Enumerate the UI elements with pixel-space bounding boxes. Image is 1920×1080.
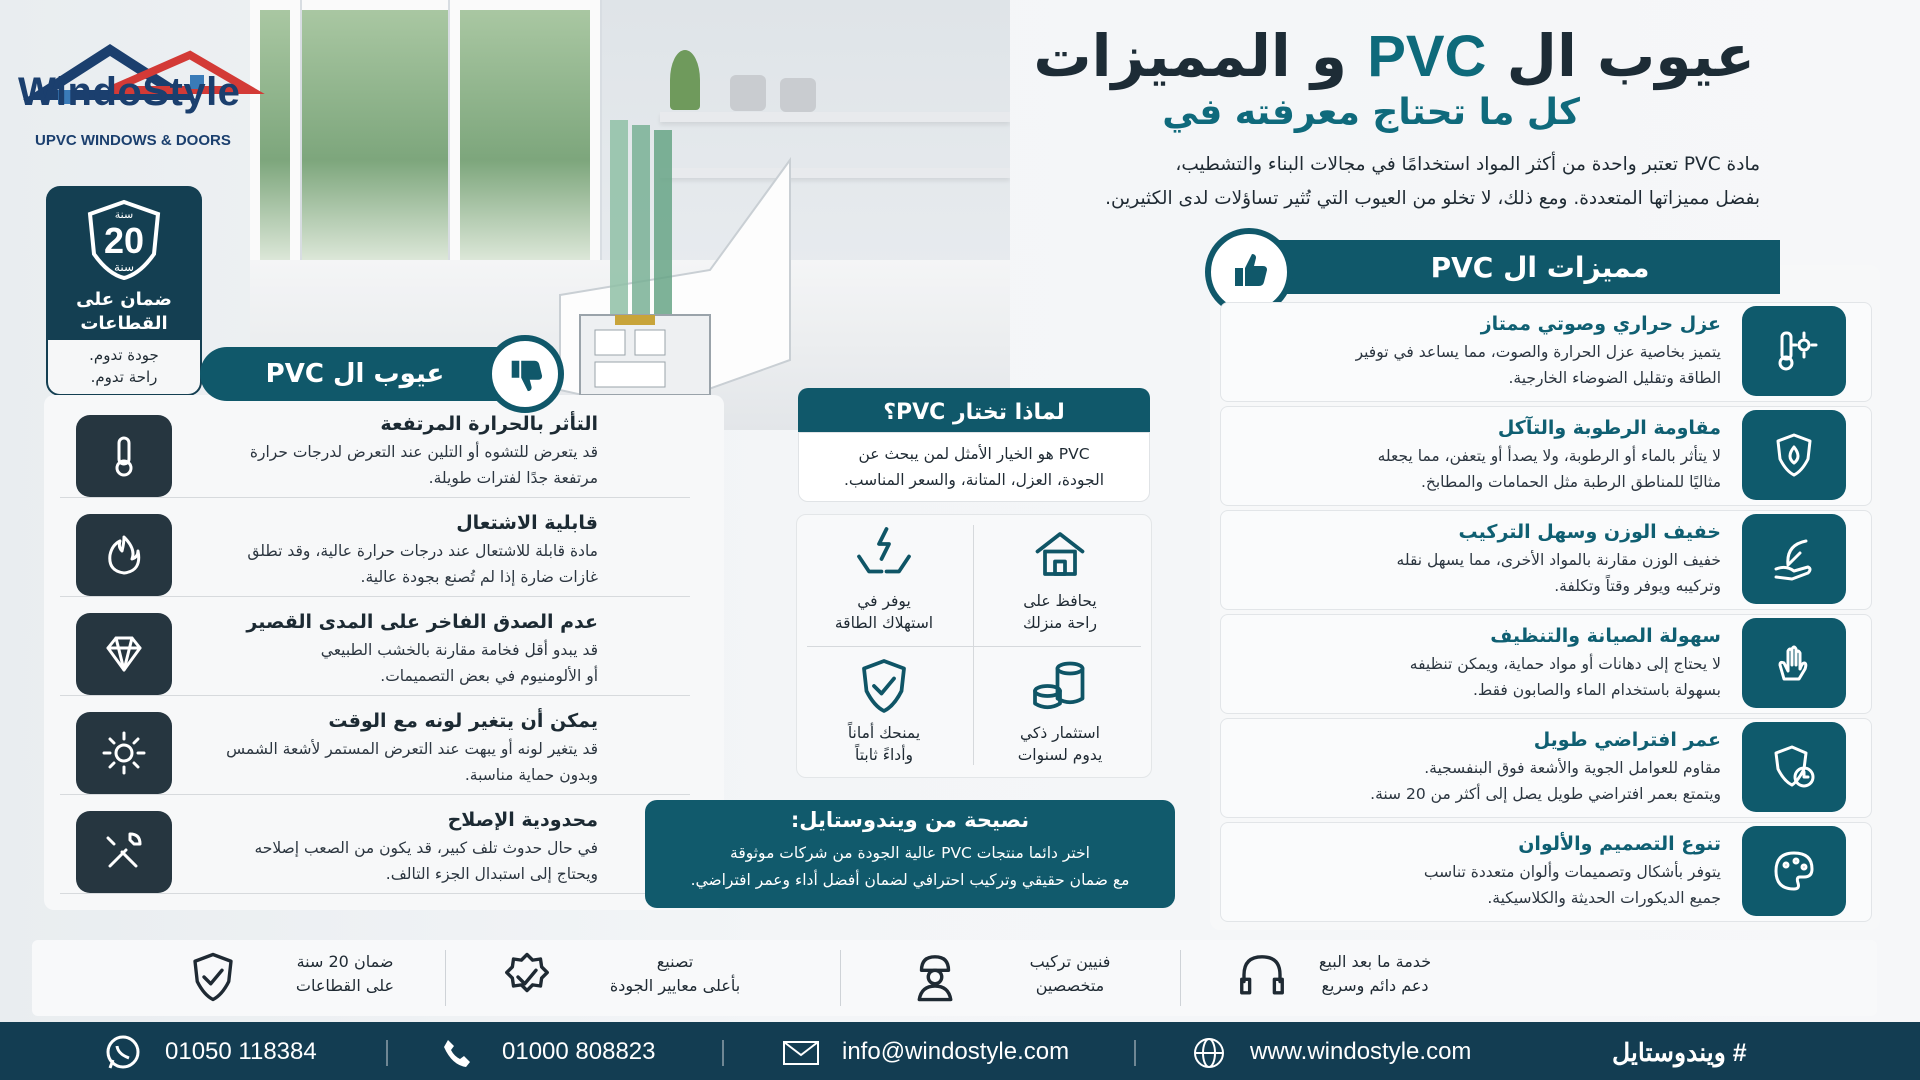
feature-line-2: على القطاعات <box>295 976 395 995</box>
whatsapp-icon <box>104 1034 142 1072</box>
why-benefit-line-2: وأداءً ثابتاً <box>855 746 913 764</box>
why-benefit-line-2: استهلاك الطاقة <box>834 614 934 632</box>
advantage-title: تنوع التصميم والألوان <box>1518 833 1721 855</box>
advice-title: نصيحة من ويندوستايل: <box>790 808 1030 832</box>
energy-hands-icon <box>796 524 972 584</box>
envelope-icon <box>782 1040 820 1066</box>
advantage-line-1: يتميز بخاصية عزل الحرارة والصوت، مما يساعد في توفير <box>1355 343 1721 361</box>
feature-divider <box>840 950 841 1006</box>
advice-line-1: اختر دائما منتجات PVC عالية الجودة من شركات موثوقة <box>730 844 1090 862</box>
advantage-title: عزل حراري وصوتي ممتاز <box>1480 313 1721 335</box>
disadvantage-item <box>60 603 690 696</box>
feather-hand-icon <box>1742 514 1846 604</box>
why-title: لماذا تختار PVC؟ <box>798 388 1150 436</box>
page-title <box>1033 22 1755 90</box>
advantage-line-2: مثاليًا للمناطق الرطبة مثل الحمامات والمطابخ. <box>1420 473 1721 491</box>
why-benefit-line-2: راحة منزلك <box>1023 614 1097 632</box>
disadvantage-title: محدودية الإصلاح <box>447 809 598 831</box>
footer-email[interactable]: info@windostyle.com <box>842 1038 1070 1065</box>
title-pvc: PVC <box>1367 24 1487 89</box>
disadvantage-line-1: قد يبدو أقل فخامة مقارنة بالخشب الطبيعي <box>320 641 598 659</box>
advantage-line-2: وتركيبه ويوفر وقتاً وتكلفة. <box>1554 577 1721 595</box>
feature-line-1: تصنيع <box>656 952 694 971</box>
shield-check-icon <box>796 656 972 716</box>
disadvantage-title: يمكن أن يتغير لونه مع الوقت <box>328 710 598 732</box>
disadvantage-line-2: أو الألومنيوم في بعض التصميمات. <box>380 667 598 685</box>
title-part1: عيوب ال <box>1506 22 1755 90</box>
worker-icon <box>908 950 962 1004</box>
disadvantage-title: عدم الصدق الفاخر على المدى القصير <box>246 611 598 633</box>
why-line-1: PVC هو الخيار الأمثل لمن يبحث عن <box>858 445 1090 463</box>
intro-text <box>860 148 1760 216</box>
globe-icon <box>1192 1036 1226 1070</box>
disadvantage-line-2: مرتفعة جدًا لفترات طويلة. <box>428 469 598 487</box>
advantage-line-2: بسهولة باستخدام الماء والصابون فقط. <box>1472 681 1721 699</box>
why-benefit <box>796 520 972 650</box>
disadvantage-title: قابلية الاشتعال <box>456 512 598 534</box>
warranty-quality-2: راحة تدوم. <box>90 368 158 386</box>
why-benefit-line-2: يدوم لسنوات <box>1017 746 1103 764</box>
intro-line-2: بفضل مميزاتها المتعددة. ومع ذلك، لا تخلو من العيوب التي تُثير تساؤلات لدى الكثيرين. <box>1105 188 1760 209</box>
feature-line-2: بأعلى معايير الجودة <box>609 976 741 995</box>
feature-divider <box>445 950 446 1006</box>
disadvantage-line-2: وبدون حماية مناسبة. <box>464 766 598 784</box>
advantage-line-2: جميع الديكورات الحديثة والكلاسيكية. <box>1487 889 1721 907</box>
water-shield-icon <box>1742 410 1846 500</box>
palette-icon <box>1742 826 1846 916</box>
disadvantage-item <box>60 801 690 894</box>
coins-icon <box>972 656 1148 716</box>
pvc-profile-illustration <box>540 120 810 420</box>
feature-item <box>590 950 760 998</box>
advantage-title: خفيف الوزن وسهل التركيب <box>1458 521 1721 543</box>
logo-tagline: UPVC WINDOWS & DOORS <box>35 132 231 149</box>
advantage-line-2: ويتمتع بعمر افتراضي طويل يصل إلى أكثر من 20 سنة. <box>1370 785 1721 803</box>
intro-line-1: مادة PVC تعتبر واحدة من أكثر المواد استخدامًا في مجالات البناء والتشطيب، <box>1175 154 1760 175</box>
advantage-title: عمر افتراضي طويل <box>1533 729 1721 751</box>
advantage-title: سهولة الصيانة والتنظيف <box>1490 625 1721 647</box>
disadvantage-item <box>60 405 690 498</box>
why-benefit-line-1: يمنحك أماناً <box>847 724 921 742</box>
shield-check-icon <box>186 950 240 1004</box>
disadvantage-line-1: قد يتعرض للتشوه أو التلين عند التعرض لدرجات حرارة <box>249 443 598 461</box>
advantage-line-1: مقاوم للعوامل الجوية والأشعة فوق البنفسجية. <box>1424 759 1721 777</box>
headset-icon <box>1235 950 1289 1004</box>
footer-website[interactable]: www.windostyle.com <box>1250 1038 1472 1065</box>
warranty-quality-1: جودة تدوم. <box>89 346 159 364</box>
feature-line-1: فنيين تركيب <box>1029 952 1111 971</box>
advantage-line-1: يتوفر بأشكال وتصميمات وألوان متعددة تناسب <box>1423 863 1721 881</box>
thermometer-sun-icon <box>1742 306 1846 396</box>
disadvantage-title: التأثر بالحرارة المرتفعة <box>380 413 598 435</box>
footer-hashtag: # ويندوستايل <box>1612 1039 1747 1067</box>
why-benefit-line-1: يحافظ على <box>1023 592 1097 610</box>
title-part2: و المميزات <box>1033 22 1347 90</box>
badge-check-icon <box>500 950 554 1004</box>
house-icon <box>972 524 1148 584</box>
warranty-top-word: سنة <box>114 208 134 221</box>
advantages-header <box>1240 240 1780 294</box>
feature-item <box>1290 950 1460 998</box>
feature-line-1: خدمة ما بعد البيع <box>1318 952 1432 971</box>
why-line-2: الجودة، العزل، المتانة، والسعر المناسب. <box>843 471 1104 489</box>
feature-line-2: دعم دائم وسريع <box>1321 976 1429 995</box>
warranty-line-2: القطاعات <box>80 313 168 334</box>
feature-divider <box>1180 950 1181 1006</box>
footer-whatsapp[interactable]: 01050 118384 <box>165 1038 317 1065</box>
warranty-line-1: ضمان على <box>76 289 172 310</box>
page-subtitle: كل ما تحتاج معرفته في <box>1162 92 1580 133</box>
disadvantage-item <box>60 702 690 795</box>
footer-phone[interactable]: 01000 808823 <box>502 1038 656 1065</box>
feature-item <box>260 950 430 998</box>
thumbs-down-icon <box>486 335 564 413</box>
warranty-years: 20 <box>103 220 145 261</box>
disadvantage-line-2: ويحتاج إلى استبدال الجزء التالف. <box>385 865 598 883</box>
why-benefit <box>972 652 1148 782</box>
logo-text: WindoStyle <box>18 70 241 114</box>
warranty-unit: سنة <box>113 260 135 274</box>
phone-icon <box>440 1036 474 1070</box>
feature-item <box>985 950 1155 998</box>
why-description <box>798 432 1150 502</box>
why-benefit <box>972 520 1148 650</box>
disadvantages-header <box>200 347 510 401</box>
disadvantage-line-2: غازات ضارة إذا لم تُصنع بجودة عالية. <box>360 568 598 586</box>
warranty-quality <box>46 340 202 396</box>
why-benefit <box>796 652 972 782</box>
disadvantage-line-1: قد يتغير لونه أو يبهت عند التعرض المستمر لأشعة الشمس <box>226 740 598 758</box>
disadvantage-item <box>60 504 690 597</box>
advantage-line-1: لا يحتاج إلى دهانات أو مواد حماية، ويمكن تنظيفه <box>1409 655 1721 673</box>
feature-line-1: ضمان 20 سنة <box>296 952 394 971</box>
disadvantage-line-1: مادة قابلة للاشتعال عند درجات حرارة عالية، وقد تطلق <box>247 542 598 560</box>
advantages-title: مميزات ال PVC <box>1430 250 1650 284</box>
disadvantage-line-1: في حال حدوث تلف كبير، قد يكون من الصعب إصلاحه <box>254 839 598 857</box>
disadvantages-title: عيوب ال PVC <box>265 359 445 389</box>
advantage-line-1: خفيف الوزن مقارنة بالمواد الأخرى، مما يسهل نقله <box>1396 551 1721 569</box>
why-benefit-line-1: يوفر في <box>857 592 911 610</box>
advantage-line-1: لا يتأثر بالماء أو الرطوبة، ولا يصدأ أو يتعفن، مما يجعله <box>1377 447 1721 465</box>
advantage-title: مقاومة الرطوبة والتآكل <box>1497 417 1721 439</box>
advice-box <box>645 800 1175 908</box>
feature-line-2: متخصصين <box>1035 976 1105 995</box>
advantage-line-2: الطاقة وتقليل الضوضاء الخارجية. <box>1508 369 1721 387</box>
shield-clock-icon <box>1742 722 1846 812</box>
cleaning-hand-icon <box>1742 618 1846 708</box>
why-benefit-line-1: استثمار ذكي <box>1020 724 1100 742</box>
advice-line-2: مع ضمان حقيقي وتركيب احترافي لضمان أفضل أداء وعمر افتراضي. <box>690 871 1130 889</box>
